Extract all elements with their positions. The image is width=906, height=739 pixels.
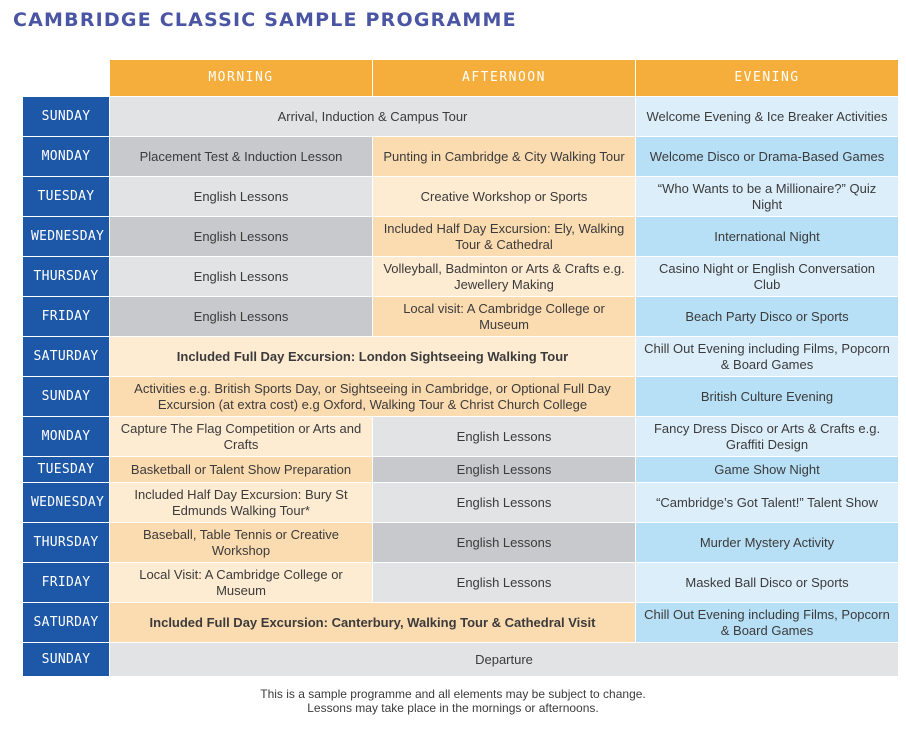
table-row	[23, 643, 899, 677]
activity-cell: English Lessons	[110, 217, 373, 257]
table-row	[23, 417, 899, 457]
activity-cell: “Who Wants to be a Millionaire?” Quiz Night	[636, 177, 899, 217]
day-label: TUESDAY	[23, 457, 110, 483]
activity-cell: Creative Workshop or Sports	[373, 177, 636, 217]
table-row	[23, 603, 899, 643]
activity-cell: Capture The Flag Competition or Arts and Crafts	[110, 417, 373, 457]
activity-cell: Welcome Evening & Ice Breaker Activities	[636, 97, 899, 137]
activity-cell: English Lessons	[110, 177, 373, 217]
activity-cell: English Lessons	[110, 257, 373, 297]
day-label: FRIDAY	[23, 563, 110, 603]
activity-cell: “Cambridge’s Got Talent!” Talent Show	[636, 483, 899, 523]
activity-cell: Included Full Day Excursion: London Sightseeing Walking Tour	[110, 337, 636, 377]
table-row	[23, 523, 899, 563]
day-label: TUESDAY	[23, 177, 110, 217]
table-row	[23, 483, 899, 523]
table-row	[23, 337, 899, 377]
page-title: CAMBRIDGE CLASSIC SAMPLE PROGRAMME	[13, 9, 517, 31]
activity-cell: Punting in Cambridge & City Walking Tour	[373, 137, 636, 177]
table-row	[23, 217, 899, 257]
table-row	[23, 97, 899, 137]
day-label: SATURDAY	[23, 603, 110, 643]
day-label: WEDNESDAY	[23, 217, 110, 257]
activity-cell: Baseball, Table Tennis or Creative Workshop	[110, 523, 373, 563]
activity-cell: Arrival, Induction & Campus Tour	[110, 97, 636, 137]
day-label: WEDNESDAY	[23, 483, 110, 523]
day-label: FRIDAY	[23, 297, 110, 337]
day-label: SUNDAY	[23, 643, 110, 677]
activity-cell: Welcome Disco or Drama-Based Games	[636, 137, 899, 177]
footnote-line: This is a sample programme and all elements may be subject to change.	[260, 687, 646, 701]
table-row	[23, 177, 899, 217]
day-label: MONDAY	[23, 417, 110, 457]
activity-cell: English Lessons	[373, 523, 636, 563]
activity-cell: Basketball or Talent Show Preparation	[110, 457, 373, 483]
table-row	[23, 297, 899, 337]
activity-cell: Masked Ball Disco or Sports	[636, 563, 899, 603]
activity-cell: English Lessons	[373, 457, 636, 483]
activity-cell: Volleyball, Badminton or Arts & Crafts e.g. Jewellery Making	[373, 257, 636, 297]
activity-cell: International Night	[636, 217, 899, 257]
column-header-morning: MORNING	[110, 60, 373, 97]
activity-cell: Chill Out Evening including Films, Popcorn & Board Games	[636, 337, 899, 377]
header-blank	[23, 60, 110, 97]
activity-cell: Local visit: A Cambridge College or Museum	[373, 297, 636, 337]
table-row	[23, 257, 899, 297]
table-row	[23, 137, 899, 177]
activity-cell: English Lessons	[373, 417, 636, 457]
footnote	[0, 687, 906, 715]
programme-table	[22, 59, 899, 677]
activity-cell: Chill Out Evening including Films, Popcorn & Board Games	[636, 603, 899, 643]
activity-cell: Murder Mystery Activity	[636, 523, 899, 563]
activity-cell: Included Half Day Excursion: Ely, Walking Tour & Cathedral	[373, 217, 636, 257]
day-label: MONDAY	[23, 137, 110, 177]
table-row	[23, 377, 899, 417]
activity-cell: Activities e.g. British Sports Day, or Sightseeing in Cambridge, or Optional Full Day Excursion (at extra cost) e.g Oxford, Walking Tour & Christ Church College	[110, 377, 636, 417]
activity-cell: British Culture Evening	[636, 377, 899, 417]
activity-cell: Casino Night or English Conversation Club	[636, 257, 899, 297]
column-header-evening: EVENING	[636, 60, 899, 97]
activity-cell: Beach Party Disco or Sports	[636, 297, 899, 337]
column-header-afternoon: AFTERNOON	[373, 60, 636, 97]
day-label: THURSDAY	[23, 257, 110, 297]
activity-cell: English Lessons	[373, 563, 636, 603]
footnote-line: Lessons may take place in the mornings or afternoons.	[307, 701, 599, 715]
activity-cell: Fancy Dress Disco or Arts & Crafts e.g. Graffiti Design	[636, 417, 899, 457]
activity-cell: Placement Test & Induction Lesson	[110, 137, 373, 177]
table-row	[23, 457, 899, 483]
activity-cell: English Lessons	[373, 483, 636, 523]
activity-cell: Game Show Night	[636, 457, 899, 483]
activity-cell: English Lessons	[110, 297, 373, 337]
activity-cell: Local Visit: A Cambridge College or Museum	[110, 563, 373, 603]
activity-cell: Departure	[110, 643, 899, 677]
day-label: SATURDAY	[23, 337, 110, 377]
activity-cell: Included Half Day Excursion: Bury St Edmunds Walking Tour*	[110, 483, 373, 523]
table-row	[23, 563, 899, 603]
day-label: SUNDAY	[23, 97, 110, 137]
day-label: SUNDAY	[23, 377, 110, 417]
day-label: THURSDAY	[23, 523, 110, 563]
activity-cell: Included Full Day Excursion: Canterbury, Walking Tour & Cathedral Visit	[110, 603, 636, 643]
